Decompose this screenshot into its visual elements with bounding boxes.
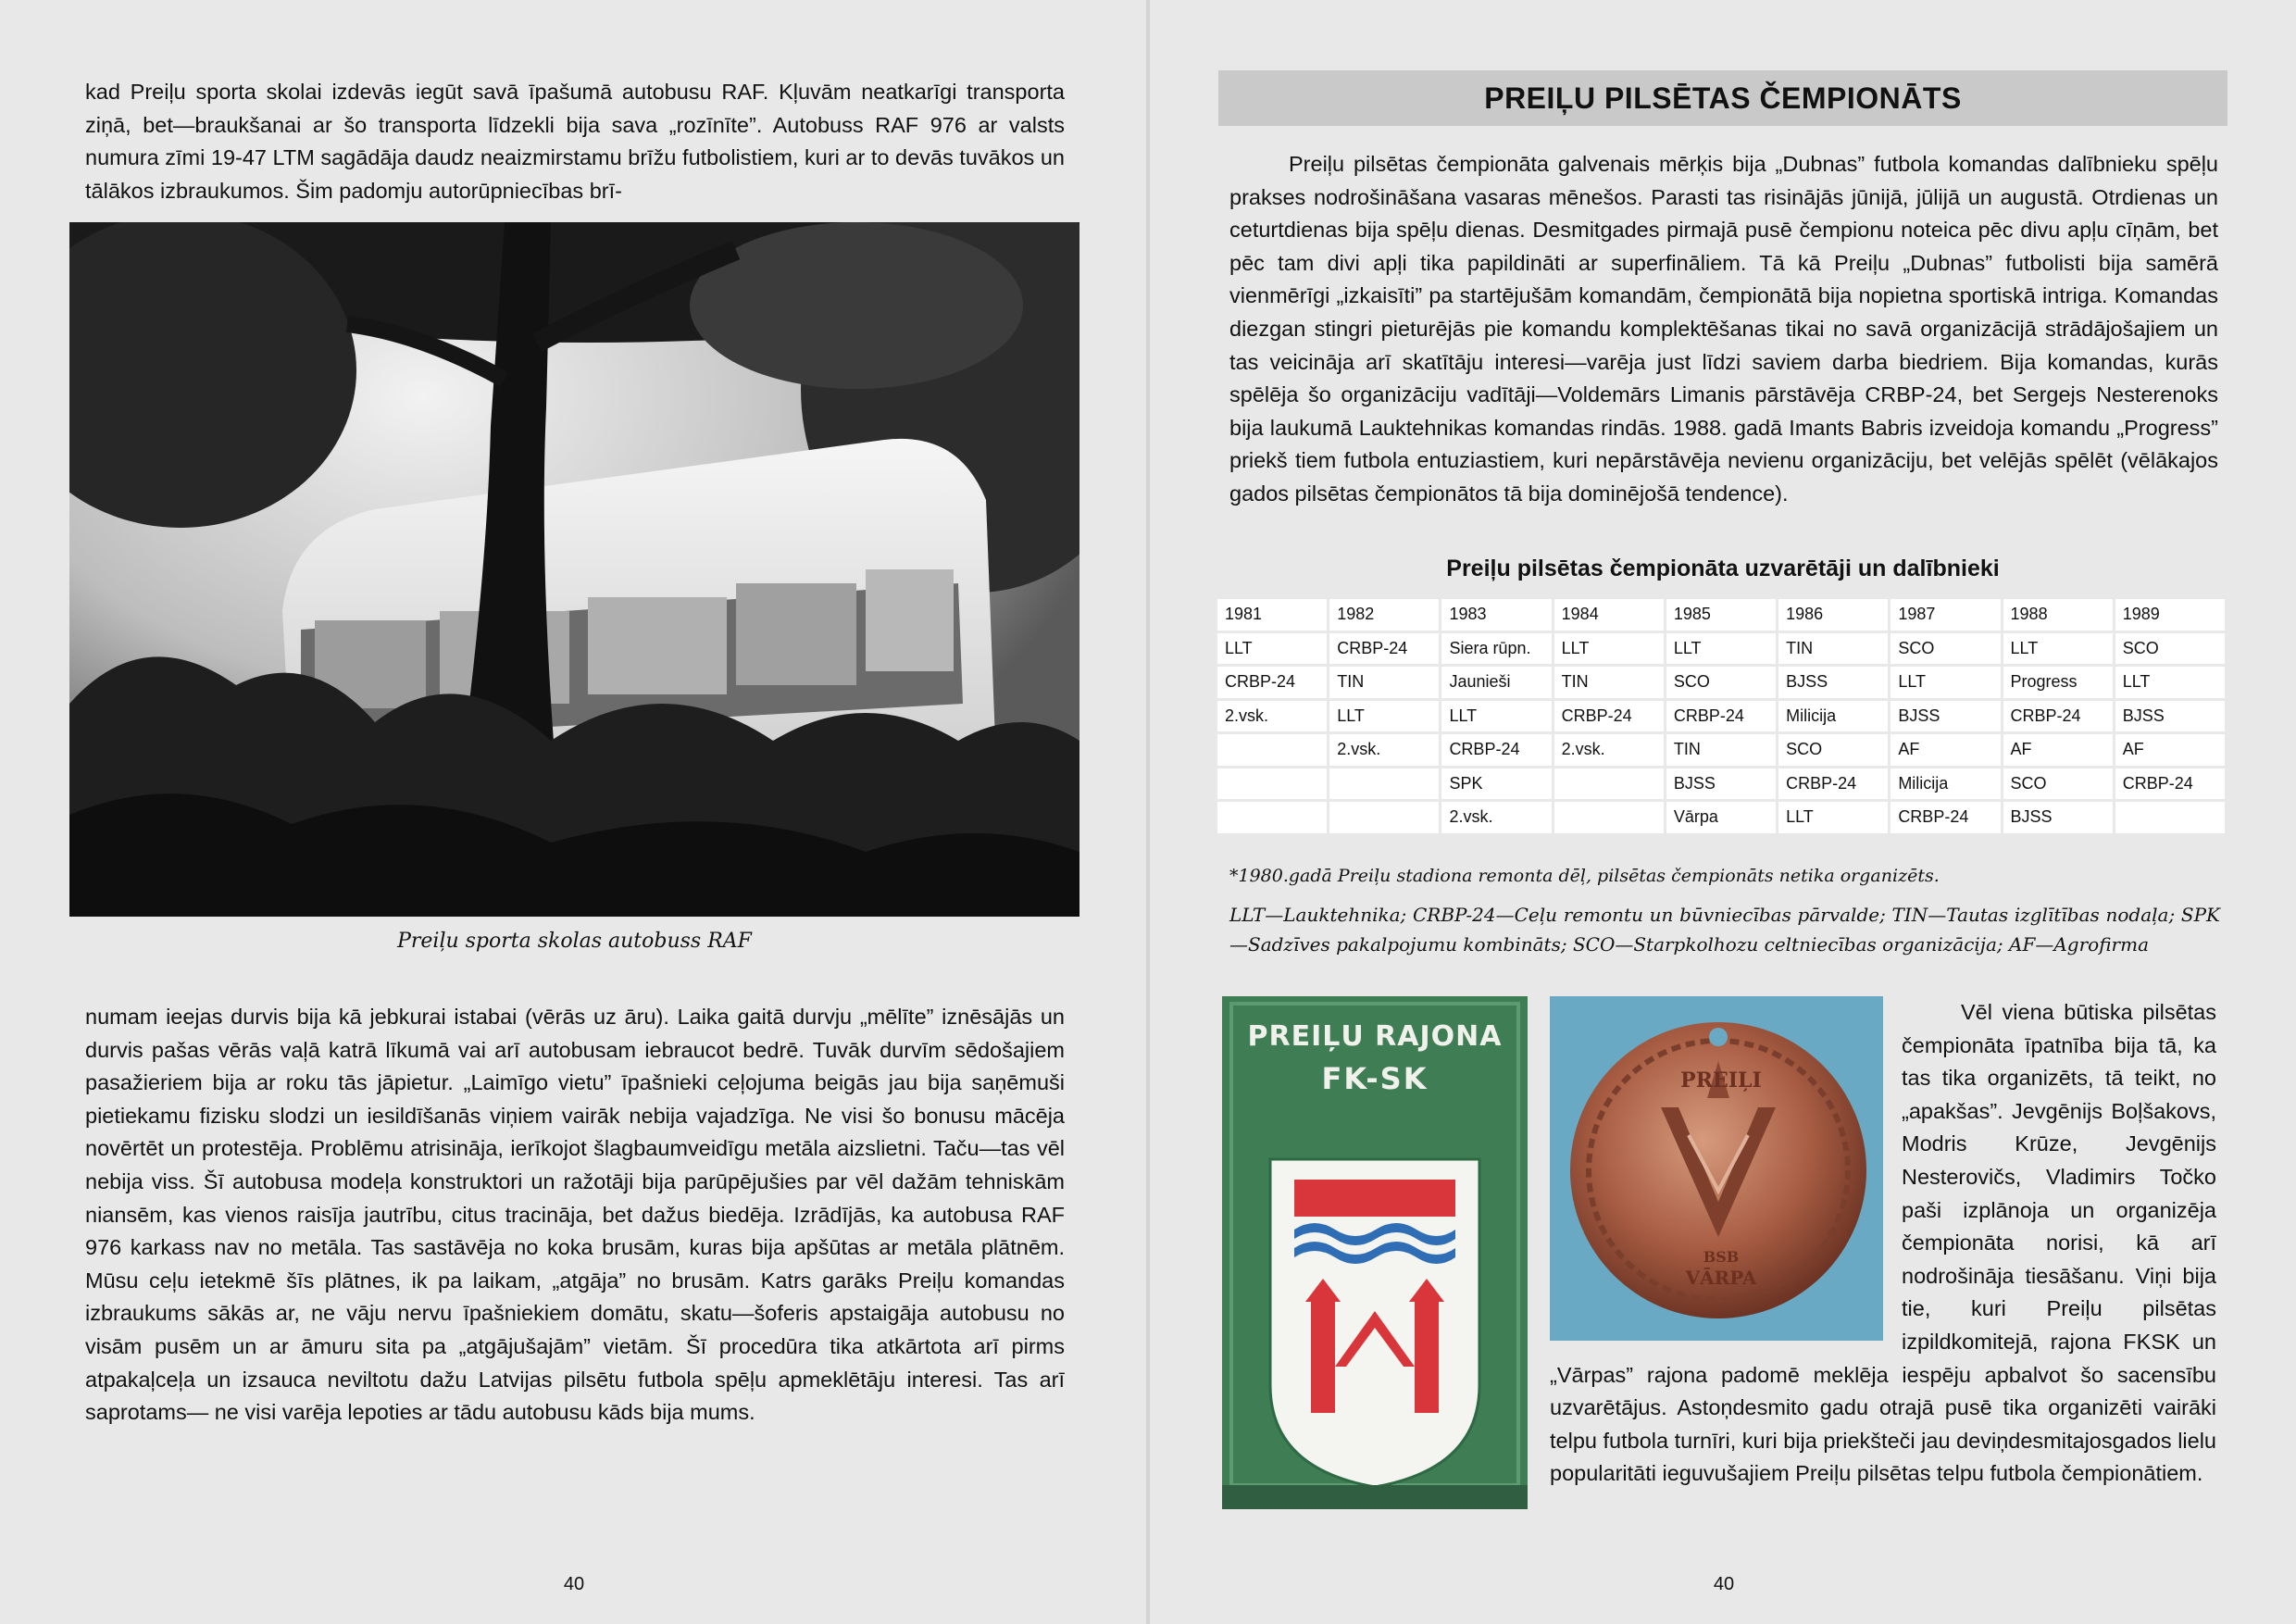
year-cell: 1989 bbox=[2114, 598, 2226, 632]
medal-text-mid: BSB bbox=[1703, 1248, 1740, 1266]
pennant-text-top: PREIĻU RAJONA bbox=[1247, 1020, 1503, 1053]
table-cell: CRBP-24 bbox=[2002, 699, 2114, 733]
table-cell: Vārpa bbox=[1665, 801, 1777, 835]
table-cell: LLT bbox=[1329, 699, 1441, 733]
intro-paragraph: Preiļu pilsētas čempionāta galvenais mērķis bija „Dubnas” futbola komandas dalībnieku spēļu prakses nodrošināšana vasaras mēnešos. Parasti tas risinājās jūnijā, jūlijā un augustā. Otrdienas un ceturtdienas bija spēļu dienas. Desmitgades pirmajā pusē čempionu noteica pēc divu apļu cīņām, bet pēc tam divi apļi tika papildināti ar superfināliem. Tā kā Preiļu „Dubnas” futbolisti bija samērā vienmērīgi „izkaisīti” pa startējušām komandām, čempionātā bija nopietna sportiskā intriga. Komandas diezgan stingri pieturējās pie komandu komplektēšanas tikai no savā organizācijā strādājošajiem un tas veicināja arī skatītāju interesi—varēja just līdzi saviem darba biedriem. Bija komandas, kurās spēlēja šo organizāciju vadītāji—Voldemārs Limanis pārstāvēja CRBP-24, bet Sergejs Nesterenoks bija laukumā Lauktehnikas komandas rindās. 1988. gadā Imants Babris izveidoja komandu „Progress” priekš tiem futbola entuziastiem, kuri nepārstāvēja nevienu organizāciju, bet velējās spēlēt (vēlākajos gados pilsētas čempionātos tā bija dominējošā tendence). bbox=[1229, 152, 2218, 506]
table-cell: SCO bbox=[1778, 733, 1890, 768]
table-cell: SCO bbox=[1890, 631, 2002, 666]
table-cell: Siera rūpn. bbox=[1441, 631, 1553, 666]
year-cell: 1988 bbox=[2002, 598, 2114, 632]
pennant-photo bbox=[1222, 996, 1528, 1509]
side-paragraph-text: Vēl viena būtiska pilsētas čempionāta īpatnība bija tā, ka tas tika organizēts, tā teikt, no „apakšas”. Jevgēnijs Boļšakovs, Modris Krūze, Jevgēnijs Nesterovičs, Vladimirs Točko paši izplānoja un organizēja čempionāta norisi, kā arī nodrošināja tiesāšanu. Viņi bija tie, kuri Preiļu pilsētas izpildkomitejā, rajona FKSK un „Vārpas” rajona padomē meklēja iespēju apbalvot šo sacensību uzvarētājus. Astoņdesmito gadu otrajā pusē tika organizēti vairāki telpu futbola turnīri, kuri bija priekšteči jau deviņdesmitajosgados lielu popularitāti ieguvušajiem Preiļu pilsētas telpu futbola čempionātiem. bbox=[1550, 1000, 2216, 1486]
table-cell: SPK bbox=[1441, 767, 1553, 801]
table-cell: Jaunieši bbox=[1441, 666, 1553, 700]
table-cell bbox=[1217, 801, 1329, 835]
table-cell: SCO bbox=[2114, 631, 2226, 666]
table-cell: 2.vsk. bbox=[1217, 699, 1329, 733]
table-row bbox=[1217, 699, 2227, 733]
table-row bbox=[1217, 666, 2227, 700]
table-cell: LLT bbox=[1217, 631, 1329, 666]
side-paragraph bbox=[1550, 996, 2216, 1491]
table-cell: TIN bbox=[1329, 666, 1441, 700]
bus-photo bbox=[69, 222, 1079, 917]
table-cell: CRBP-24 bbox=[1778, 767, 1890, 801]
image-float-spacer bbox=[1550, 996, 1902, 1341]
page-number-left: 40 bbox=[563, 1574, 585, 1594]
table-cell bbox=[1553, 801, 1665, 835]
table-cell: CRBP-24 bbox=[1890, 801, 2002, 835]
table-cell: AF bbox=[1890, 733, 2002, 768]
pennant-text-bottom: FK-SK bbox=[1321, 1061, 1429, 1096]
table-cell bbox=[1329, 801, 1441, 835]
year-cell: 1981 bbox=[1217, 598, 1329, 632]
year-cell: 1985 bbox=[1665, 598, 1777, 632]
photo-caption: Preiļu sporta skolas autobuss RAF bbox=[397, 930, 752, 953]
left-page bbox=[0, 0, 1146, 1624]
table-cell: SCO bbox=[2002, 767, 2114, 801]
table-cell: LLT bbox=[1665, 631, 1777, 666]
year-cell: 1984 bbox=[1553, 598, 1665, 632]
winners-table bbox=[1215, 596, 2227, 836]
table-cell: Milicija bbox=[1778, 699, 1890, 733]
table-cell: BJSS bbox=[1665, 767, 1777, 801]
table-cell: LLT bbox=[1553, 631, 1665, 666]
table-cell bbox=[1217, 733, 1329, 768]
table-cell: TIN bbox=[1553, 666, 1665, 700]
table-cell: 2.vsk. bbox=[1441, 801, 1553, 835]
table-cell: Milicija bbox=[1890, 767, 2002, 801]
table-cell: LLT bbox=[2002, 631, 2114, 666]
table-cell: CRBP-24 bbox=[1441, 733, 1553, 768]
table-cell bbox=[2114, 801, 2226, 835]
table-cell: LLT bbox=[1441, 699, 1553, 733]
right-page bbox=[1150, 0, 2296, 1624]
table-cell: 2.vsk. bbox=[1329, 733, 1441, 768]
table-cell: BJSS bbox=[1778, 666, 1890, 700]
table-footnote: *1980.gadā Preiļu stadiona remonta dēļ, pilsētas čempionāts netika organizēts. bbox=[1229, 866, 1940, 886]
abbreviations-note: LLT—Lauktehnika; CRBP-24—Ceļu remontu un būvniecības pārvalde; TIN—Tautas izglītības nodaļa; SPK—Sadzīves pakalpojumu kombināts; SCO—Starpkolhozu celtniecības organizācija; AF—Agrofirma bbox=[1229, 904, 2220, 956]
year-cell: 1982 bbox=[1329, 598, 1441, 632]
table-cell: TIN bbox=[1778, 631, 1890, 666]
table-cell bbox=[1553, 767, 1665, 801]
table-cell: AF bbox=[2002, 733, 2114, 768]
table-cell: CRBP-24 bbox=[2114, 767, 2226, 801]
table-row bbox=[1217, 733, 2227, 768]
table-cell bbox=[1217, 767, 1329, 801]
table-cell: BJSS bbox=[2002, 801, 2114, 835]
page-number-right: 40 bbox=[1713, 1574, 1735, 1594]
table-row bbox=[1217, 801, 2227, 835]
table-cell: Progress bbox=[2002, 666, 2114, 700]
year-cell: 1987 bbox=[1890, 598, 2002, 632]
table-title: Preiļu pilsētas čempionāta uzvarētāji un dalībnieki bbox=[1446, 556, 2000, 581]
table-cell: TIN bbox=[1665, 733, 1777, 768]
table-cell: BJSS bbox=[1890, 699, 2002, 733]
table-cell: CRBP-24 bbox=[1329, 631, 1441, 666]
year-cell: 1983 bbox=[1441, 598, 1553, 632]
table-row bbox=[1217, 631, 2227, 666]
table-cell: LLT bbox=[1890, 666, 2002, 700]
table-cell: BJSS bbox=[2114, 699, 2226, 733]
medal-text-top: PREIĻI bbox=[1680, 1068, 1762, 1093]
year-cell: 1986 bbox=[1778, 598, 1890, 632]
medal-text-bottom: VĀRPA bbox=[1685, 1267, 1757, 1289]
table-header-row bbox=[1217, 598, 2227, 632]
table-cell: LLT bbox=[1778, 801, 1890, 835]
table-row bbox=[1217, 767, 2227, 801]
table-cell: CRBP-24 bbox=[1553, 699, 1665, 733]
table-cell: 2.vsk. bbox=[1553, 733, 1665, 768]
table-cell: LLT bbox=[2114, 666, 2226, 700]
section-title: PREIĻU PILSĒTAS ČEMPIONĀTS bbox=[1484, 81, 1962, 115]
section-title-bar bbox=[1218, 70, 2227, 126]
table-cell: CRBP-24 bbox=[1217, 666, 1329, 700]
left-paragraph-top: kad Preiļu sporta skolai izdevās iegūt savā īpašumā autobusu RAF. Kļuvām neatkarīgi transporta ziņā, bet—braukšanai ar šo transporta līdzekli bija sava „rozīnīte”. Autobuss RAF 976 ar valsts numura zīmi 19-47 LTM sagādāja daudz neaizmirstamu brīžu futbolistiem, kuri ar to devās tuvākos un tālākos izbraukumos. Šim padomju autorūpniecības brī- bbox=[85, 80, 1065, 203]
table-cell: CRBP-24 bbox=[1665, 699, 1777, 733]
table-cell bbox=[1329, 767, 1441, 801]
table-cell: SCO bbox=[1665, 666, 1777, 700]
left-paragraph-bottom: numam ieejas durvis bija kā jebkurai istabai (vērās uz āru). Laika gaitā durvju „mēlīte” iznēsājās un durvis pašas vērās vaļā katrā līkumā vai arī autobusam iebraucot bedrē. Tuvāk durvīm sēdošajiem pasažieriem bija ar roku tās jāpietur. „Laimīgo vietu” īpašnieki ceļojuma beigās jau bija saņēmuši pietiekamu fizisku slodzi un iesildīšanās viņiem vairāk nebija vajadzīga. Ne visi šo bonusu mācēja novērtēt un protestēja. Problēmu atrisināja, ierīkojot šlagbaumveidīgu metāla aizslietni. Taču—tas vēl nebija viss. Šī autobusa modeļa konstruktori un ražotāji bija parūpējušies par vēl dažām tehniskām niansēm, kas vienos raisīja jautrību, citus tracināja, bet dažus biedēja. Izrādījās, ka autobusa RAF 976 karkass nav no metāla. Tas sastāvēja no koka brusām, kuras bija apšūtas ar metāla plātnēm. Mūsu ceļu ietekmē šīs plātnes, ik pa laikam, „atgāja” no brusām. Katrs garāks Preiļu komandas izbraukums sākās ar, ne vāju nervu īpašniekiem domātu, skatu—šoferis apstaigāja autobusu no visām pusēm un ar āmuru sita pa „atgājušajām” vietām. Šī procedūra tika atkārtota arī pirms atpakaļceļa un izsauca neviltotu dažu Latvijas pilsētu futbola spēļu apmeklētāju interesi. Tas arī saprotams— ne visi varēja lepoties ar tādu autobusu kāds bija mums. bbox=[85, 1005, 1065, 1425]
table-cell: AF bbox=[2114, 733, 2226, 768]
